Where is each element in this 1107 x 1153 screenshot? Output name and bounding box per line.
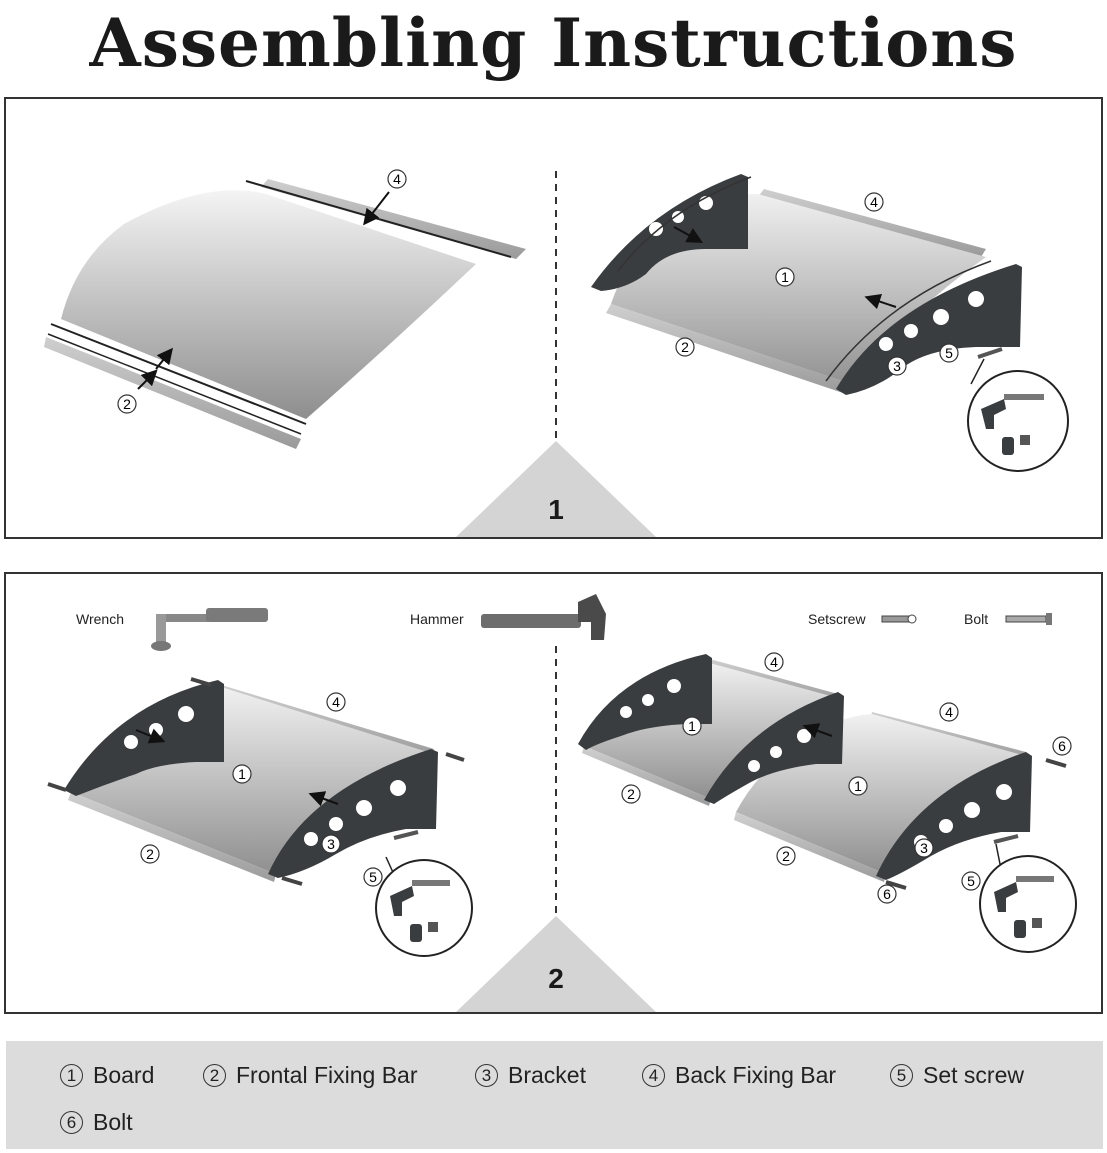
callout-r2-2b (777, 847, 795, 865)
detail-magnifier-2 (376, 857, 472, 956)
bracket-right-hole-3 (933, 309, 949, 325)
callout-4 (388, 170, 406, 188)
bracket-l2-hole-3 (178, 706, 194, 722)
wrench-detail-icon (1002, 437, 1014, 455)
bracket-right-hole-2 (904, 324, 918, 338)
bolt-mark-1 (48, 784, 66, 790)
double-awning-group (578, 653, 1076, 952)
svg-text:2: 2 (782, 848, 790, 864)
svg-text:4: 4 (770, 654, 778, 670)
svg-text:5: 5 (967, 873, 975, 889)
svg-text:4: 4 (870, 194, 878, 210)
legend-number: 5 (890, 1064, 913, 1087)
bolt-icon (1006, 613, 1052, 625)
bolt-mark-4 (282, 878, 302, 884)
svg-text:1: 1 (688, 718, 696, 734)
bolt-tool (964, 611, 1052, 627)
legend-label: Board (93, 1062, 155, 1088)
callout-r2-4b (940, 703, 958, 721)
setscrew-tool (808, 611, 916, 627)
legend-label: Bolt (93, 1109, 133, 1135)
callout-l2-1 (233, 765, 251, 783)
detail-magnifier-1 (968, 359, 1068, 471)
callout-r2-3 (915, 839, 933, 857)
callout-r2-4a (765, 653, 783, 671)
callout-2 (118, 395, 136, 413)
legend-item-bracket (475, 1062, 586, 1089)
svg-text:1: 1 (548, 494, 564, 525)
legend-label: Set screw (923, 1062, 1024, 1088)
svg-text:6: 6 (883, 886, 891, 902)
callout-2-r (676, 338, 694, 356)
legend-label: Bracket (508, 1062, 586, 1088)
step-2-panel (4, 572, 1103, 1014)
legend-number: 1 (60, 1064, 83, 1087)
bolt-mark-3 (446, 754, 464, 760)
svg-text:4: 4 (332, 694, 340, 710)
svg-text:Hammer: Hammer (410, 611, 464, 627)
legend-number: 3 (475, 1064, 498, 1087)
legend-item-back-fixing-bar (642, 1062, 836, 1089)
screw-mark (978, 349, 1002, 357)
bracket-l2r-hole-4 (390, 780, 406, 796)
callout-l2-4 (327, 693, 345, 711)
svg-text:2: 2 (681, 339, 689, 355)
wrench-tool (76, 608, 268, 651)
bracket-l2r-hole-2 (329, 817, 343, 831)
svg-text:1: 1 (238, 766, 246, 782)
hammer-icon (481, 594, 606, 640)
svg-text:2: 2 (627, 786, 635, 802)
exploded-board-group (44, 170, 526, 449)
setscrew-icon (882, 615, 916, 623)
step-1-badge (456, 441, 656, 537)
svg-text:4: 4 (393, 171, 401, 187)
legend-number: 4 (642, 1064, 665, 1087)
callout-1-r (776, 268, 794, 286)
legend-label: Frontal Fixing Bar (236, 1062, 418, 1088)
setscrew-mark-r2 (994, 836, 1018, 842)
svg-text:Bolt: Bolt (964, 611, 989, 627)
callout-r2-6a (1053, 737, 1071, 755)
step-2-diagram (6, 574, 1101, 1012)
single-awning-group (48, 679, 472, 956)
legend-item-board (60, 1062, 154, 1089)
callout-4-r (865, 193, 883, 211)
callout-r2-1b (849, 777, 867, 795)
legend-item-set-screw (890, 1062, 1024, 1089)
bracket-l2r-hole-3 (356, 800, 372, 816)
legend-item-frontal-fixing-bar (203, 1062, 418, 1089)
svg-text:Wrench: Wrench (76, 611, 124, 627)
svg-text:2: 2 (146, 846, 154, 862)
legend-number: 2 (203, 1064, 226, 1087)
callout-r2-5 (962, 872, 980, 890)
setscrew-mark-l2 (394, 832, 418, 838)
bolt-mark-2 (191, 679, 211, 685)
svg-text:6: 6 (1058, 738, 1066, 754)
bracket-l2-hole-2 (149, 723, 163, 737)
svg-text:3: 3 (893, 358, 901, 374)
callout-r2-6b (878, 885, 896, 903)
screw-detail-icon (1004, 394, 1044, 400)
legend-number: 6 (60, 1111, 83, 1134)
callout-r2-2a (622, 785, 640, 803)
svg-text:2: 2 (123, 396, 131, 412)
wrench-icon (151, 608, 268, 651)
svg-text:1: 1 (781, 269, 789, 285)
callout-l2-5 (364, 868, 382, 886)
bracket-left-hole-1 (649, 222, 663, 236)
callout-r2-1a (683, 717, 701, 735)
svg-text:4: 4 (945, 704, 953, 720)
page-title: Assembling Instructions (89, 4, 1018, 82)
step-1-diagram (6, 99, 1101, 537)
callout-l2-2 (141, 845, 159, 863)
callout-l2-3 (322, 835, 340, 853)
svg-text:3: 3 (327, 836, 335, 852)
svg-text:Setscrew: Setscrew (808, 611, 866, 627)
detail-magnifier-3 (980, 844, 1076, 952)
step-2-badge (456, 916, 656, 1012)
legend-label: Back Fixing Bar (675, 1062, 837, 1088)
svg-text:2: 2 (548, 963, 564, 994)
svg-text:5: 5 (369, 869, 377, 885)
bolt-mark-r1 (1046, 760, 1066, 766)
svg-text:5: 5 (945, 345, 953, 361)
hammer-tool (410, 594, 606, 640)
bracket-l2-hole-1 (124, 735, 138, 749)
callout-3-r (888, 357, 906, 375)
svg-text:1: 1 (854, 778, 862, 794)
bracket-right-hole-4 (968, 291, 984, 307)
legend-item-bolt (60, 1109, 133, 1136)
svg-text:3: 3 (920, 840, 928, 856)
step-1-panel (4, 97, 1103, 539)
bracket-right-hole-1 (879, 337, 893, 351)
callout-5-r (940, 344, 958, 362)
assembly-group (591, 174, 1068, 471)
bracket-l2r-hole-1 (304, 832, 318, 846)
parts-legend (6, 1041, 1103, 1149)
